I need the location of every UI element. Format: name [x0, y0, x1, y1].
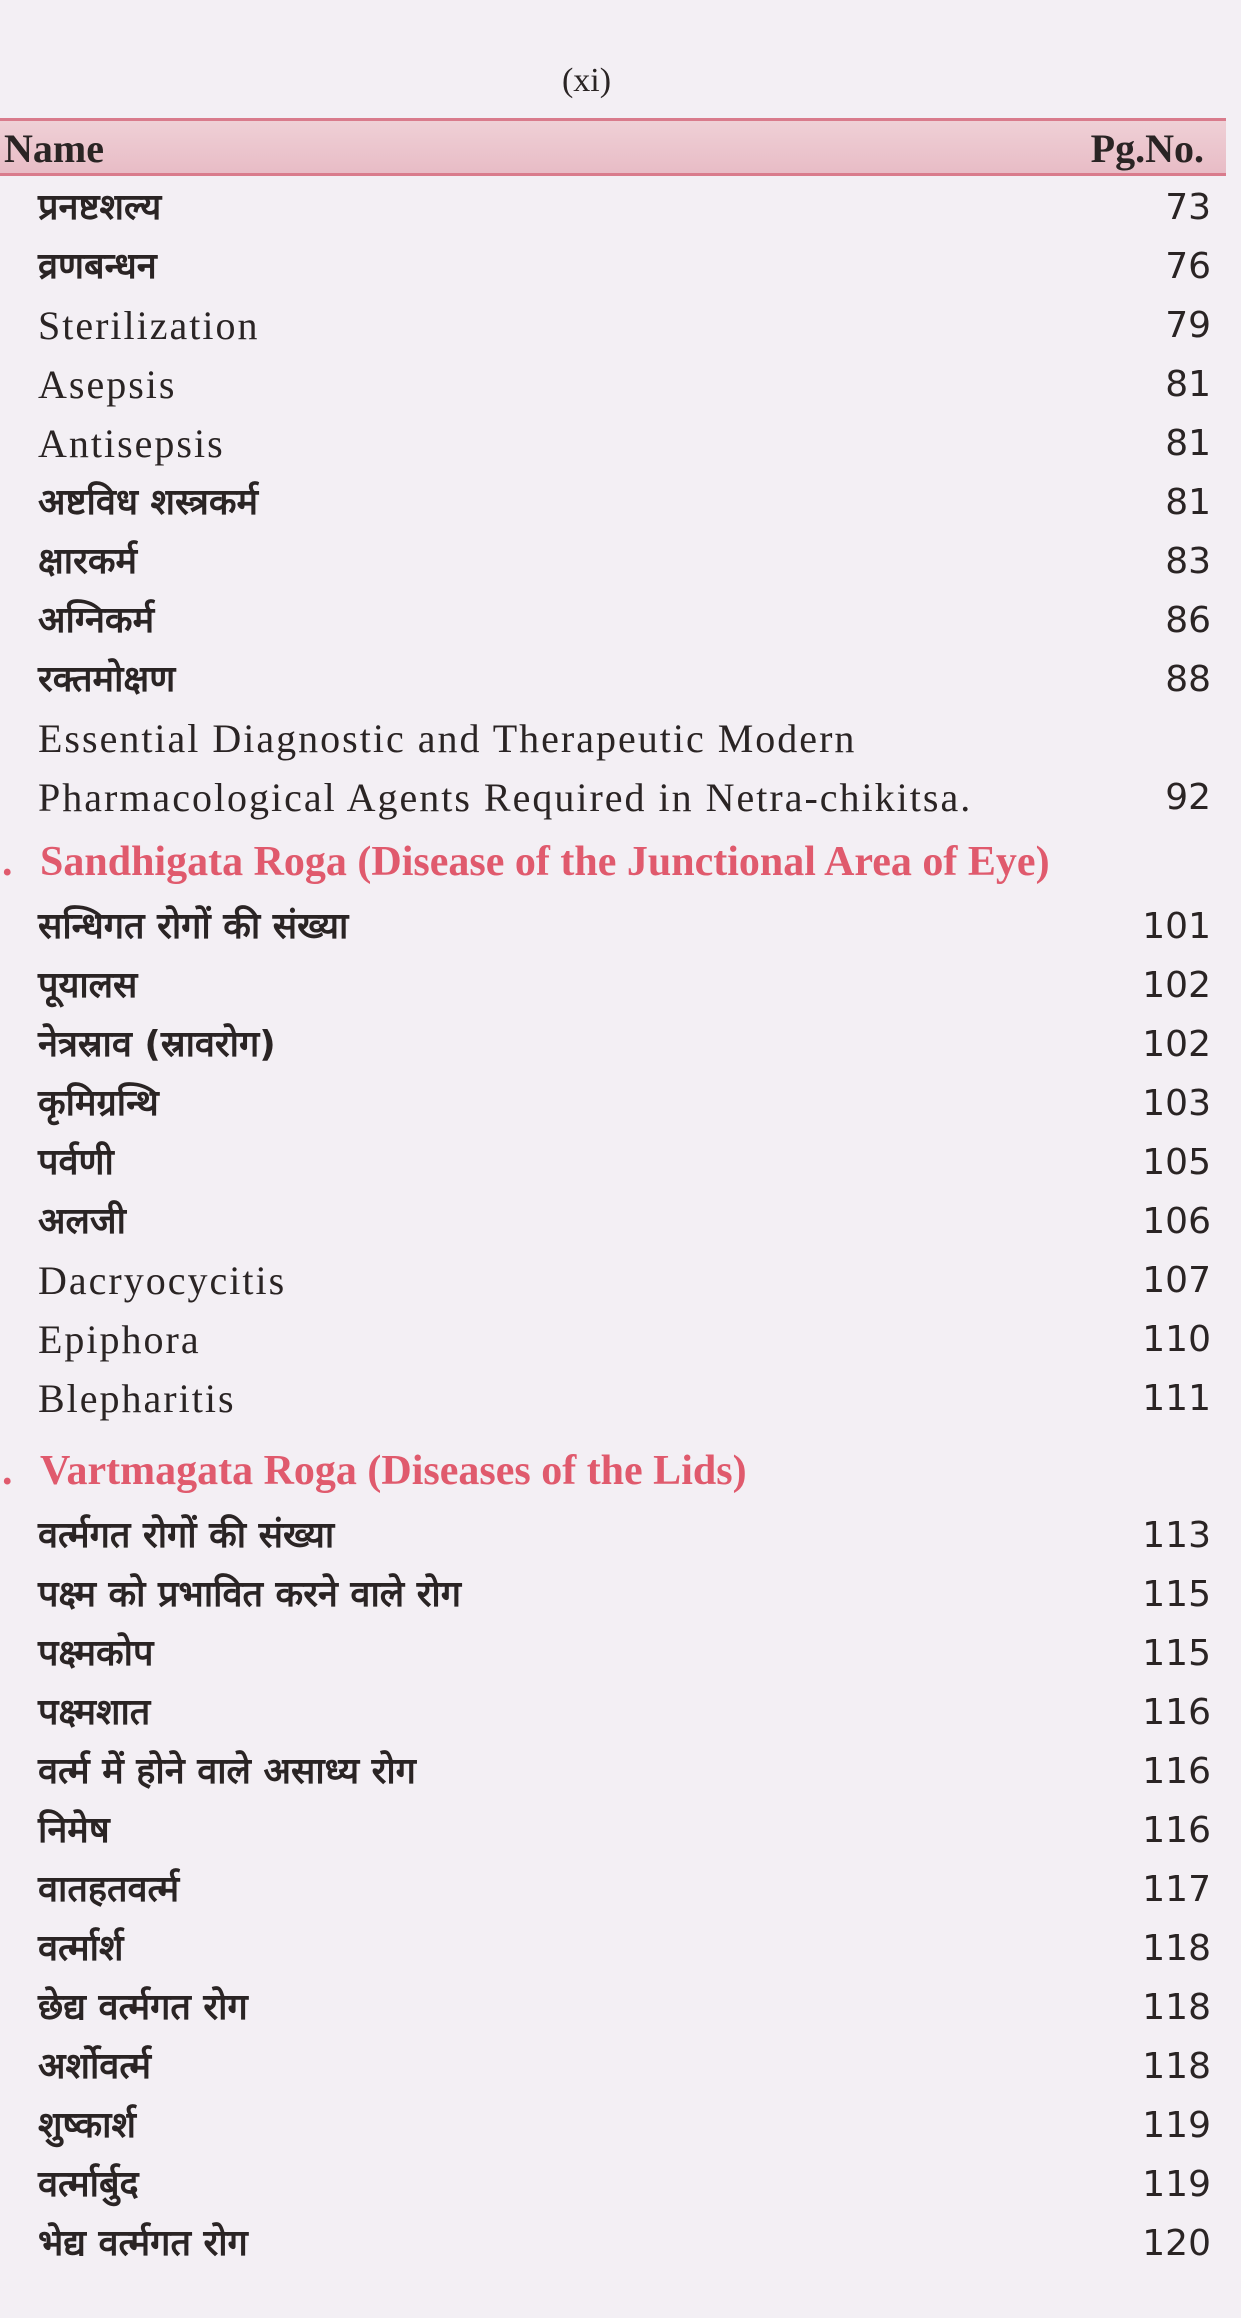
- entry-page-number: 102: [1142, 965, 1211, 1006]
- list-item: [0, 1624, 1241, 1683]
- entry-title: पर्वणी: [38, 1142, 114, 1183]
- entry-page-number: 113: [1142, 1515, 1211, 1556]
- list-item: [0, 1251, 1241, 1310]
- entry-title: वर्त्मार्बुद: [38, 2164, 139, 2205]
- list-item: [0, 1310, 1241, 1369]
- entry-group-3: [0, 1506, 1241, 2273]
- entry-title: Epiphora: [38, 1317, 201, 1362]
- entry-title: क्षारकर्म: [38, 541, 138, 582]
- entry-page-number: 76: [1165, 246, 1211, 287]
- entry-title: वर्त्म में होने वाले असाध्य रोग: [38, 1751, 416, 1792]
- entry-page-number: 106: [1142, 1201, 1211, 1242]
- list-item: [0, 237, 1241, 296]
- page-number: (xi): [561, 62, 612, 99]
- list-item: [0, 2037, 1241, 2096]
- list-item: [0, 1015, 1241, 1074]
- entry-page-number: 81: [1165, 423, 1211, 464]
- list-item: [0, 2096, 1241, 2155]
- list-item: [0, 1683, 1241, 1742]
- entry-page-number: 86: [1165, 600, 1211, 641]
- list-item: [0, 473, 1241, 532]
- list-item: [0, 1133, 1241, 1192]
- entry-title: नेत्रस्राव (स्रावरोग): [38, 1024, 276, 1065]
- entry-title: Asepsis: [38, 362, 177, 407]
- section-heading: [0, 1436, 1241, 1506]
- entry-page-number: 118: [1142, 1928, 1211, 1969]
- entry-title: सन्धिगत रोगों की संख्या: [38, 906, 349, 947]
- entry-title: भेद्य वर्त्मगत रोग: [38, 2223, 248, 2264]
- entry-page-number: 88: [1165, 659, 1211, 700]
- entry-title: पूयालस: [38, 965, 138, 1006]
- entry-title: रक्तमोक्षण: [38, 659, 176, 700]
- list-item: [0, 1565, 1241, 1624]
- list-item: [0, 414, 1241, 473]
- section-title: Vartmagata Roga (Diseases of the Lids): [40, 1448, 747, 1494]
- entry-page-number: 105: [1142, 1142, 1211, 1183]
- list-item: [0, 897, 1241, 956]
- entry-page-number: 119: [1142, 2105, 1211, 2146]
- list-item: [0, 591, 1241, 650]
- list-item: [0, 355, 1241, 414]
- contents-list: [0, 178, 1241, 2273]
- entry-title: पक्ष्मशात: [38, 1692, 151, 1733]
- list-item: [0, 2214, 1241, 2273]
- entry-page-number: 115: [1142, 1574, 1211, 1615]
- entry-page-number: 81: [1165, 482, 1211, 523]
- entry-title: वातहतवर्त्म: [38, 1869, 180, 1910]
- section-marker: .: [2, 1448, 13, 1494]
- section-marker: .: [2, 839, 13, 885]
- entry-title: व्रणबन्धन: [38, 246, 157, 287]
- list-item: [0, 650, 1241, 709]
- name-column-header: Name: [4, 126, 104, 171]
- list-item: [0, 1369, 1241, 1428]
- entry-title: अलजी: [38, 1201, 126, 1242]
- entry-title: Antisepsis: [38, 421, 225, 466]
- entry-page-number: 103: [1142, 1083, 1211, 1124]
- entry-title: शुष्कार्श: [38, 2105, 136, 2146]
- list-item: [0, 1192, 1241, 1251]
- entry-title: वर्त्मार्श: [38, 1928, 124, 1969]
- list-item: [0, 956, 1241, 1015]
- entry-title: निमेष: [38, 1810, 110, 1851]
- list-item: [0, 1506, 1241, 1565]
- list-item: [0, 709, 1241, 827]
- entry-group-2: [0, 897, 1241, 1428]
- entry-title: छेद्य वर्त्मगत रोग: [38, 1987, 248, 2028]
- entry-page-number: 117: [1142, 1869, 1211, 1910]
- entry-group-1: [0, 178, 1241, 709]
- entry-page-number: 118: [1142, 1987, 1211, 2028]
- entry-page-number: 115: [1142, 1633, 1211, 1674]
- entry-page-number: 116: [1142, 1810, 1211, 1851]
- entry-title: Blepharitis: [38, 1376, 236, 1421]
- list-item: [0, 1074, 1241, 1133]
- entry-page-number: 83: [1165, 541, 1211, 582]
- entry-page-number: 73: [1165, 187, 1211, 228]
- entry-page-number: 116: [1142, 1751, 1211, 1792]
- entry-title: अर्शोवर्त्म: [38, 2046, 151, 2087]
- entry-title: वर्त्मगत रोगों की संख्या: [38, 1515, 335, 1556]
- entry-page-number: 120: [1142, 2223, 1211, 2264]
- entry-page-number: 118: [1142, 2046, 1211, 2087]
- entry-page-number: 81: [1165, 364, 1211, 405]
- entry-title: पक्ष्मकोप: [38, 1633, 154, 1674]
- list-item: [0, 532, 1241, 591]
- entry-page-number: 116: [1142, 1692, 1211, 1733]
- entry-page-number: 110: [1142, 1319, 1211, 1360]
- list-item: [0, 1978, 1241, 2037]
- entry-page-number: 107: [1142, 1260, 1211, 1301]
- entry-title: कृमिग्रन्थि: [38, 1083, 159, 1124]
- list-item: [0, 2155, 1241, 2214]
- list-item: [0, 1860, 1241, 1919]
- list-item: [0, 1919, 1241, 1978]
- list-item: [0, 1742, 1241, 1801]
- entry-title: अग्निकर्म: [38, 600, 155, 641]
- section-heading: [0, 827, 1241, 897]
- entry-title: प्रनष्टशल्य: [38, 187, 162, 228]
- entry-title: अष्टविध शस्त्रकर्म: [38, 482, 259, 523]
- entry-page-number: 79: [1165, 305, 1211, 346]
- entry-page-number: 102: [1142, 1024, 1211, 1065]
- entry-title: Dacryocycitis: [38, 1258, 287, 1303]
- entry-page-number: 92: [1165, 777, 1211, 818]
- list-item: [0, 1801, 1241, 1860]
- entry-title: पक्ष्म को प्रभावित करने वाले रोग: [38, 1574, 462, 1615]
- page-number-column-header: Pg.No.: [1090, 126, 1204, 171]
- table-header: [0, 118, 1226, 176]
- section-title: Sandhigata Roga (Disease of the Junctional Area of Eye): [40, 839, 1050, 885]
- entry-page-number: 119: [1142, 2164, 1211, 2205]
- entry-title: Sterilization: [38, 303, 260, 348]
- list-item: [0, 178, 1241, 237]
- entry-page-number: 101: [1142, 906, 1211, 947]
- entry-page-number: 111: [1142, 1378, 1211, 1419]
- entry-title: Essential Diagnostic and Therapeutic Modern Pharmacological Agents Required in Netra-chikitsa.: [38, 716, 973, 820]
- list-item: [0, 296, 1241, 355]
